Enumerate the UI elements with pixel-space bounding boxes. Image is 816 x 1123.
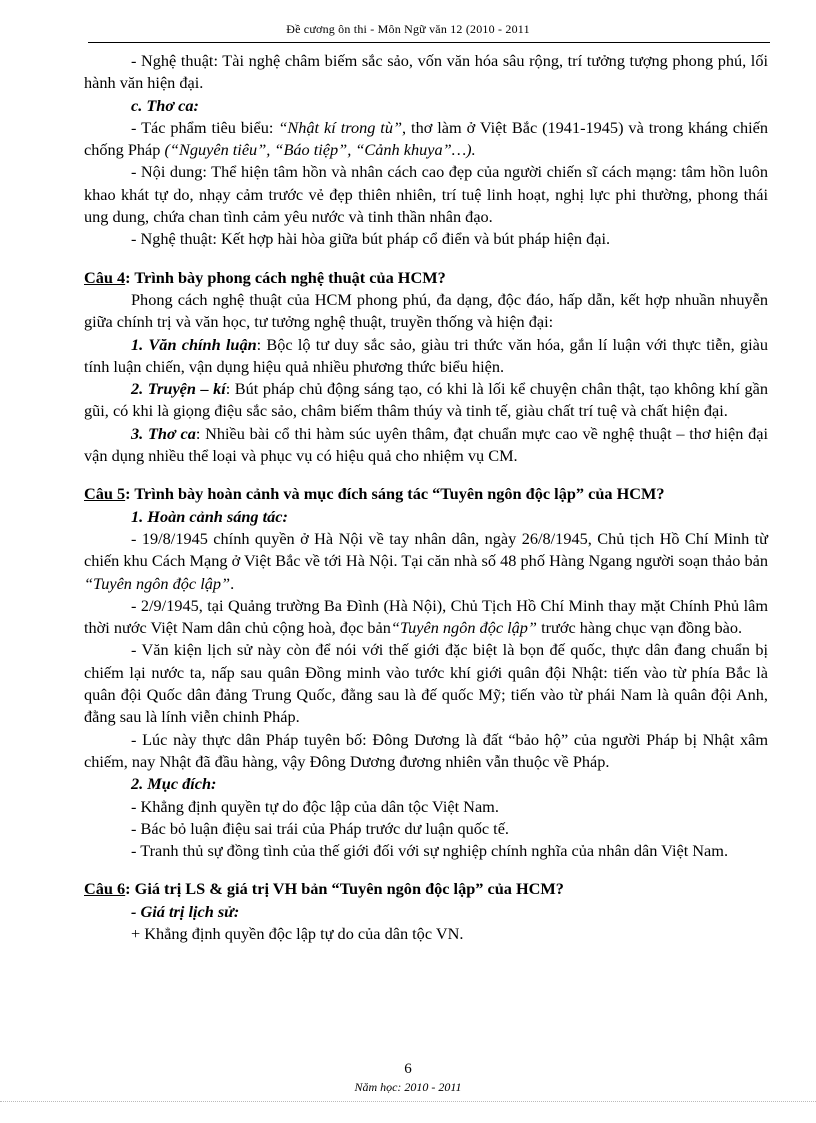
header-divider [88,42,770,43]
muc-dich-item: - Tranh thủ sự đồng tình của thế giới đối với sự nghiệp chính nghĩa của nhân dân Việt Nam. [131,841,729,861]
question-6-text: : Giá trị LS & giá trị VH bản “Tuyên ngôn độc lập” của HCM? [125,879,564,899]
paragraph-nghe-thuat: - Nghệ thuật: Tài nghệ châm biếm sắc sảo, vốn văn hóa sâu rộng, trí tưởng tượng phong phú, lối hành văn hiện đại. [84,51,768,93]
question-4-label: Câu 4 [84,267,126,287]
question-4-item [84,378,768,423]
question-4-item [84,423,768,468]
question-5-text: : Trình bày hoàn cảnh và mục đích sáng tác “Tuyên ngôn độc lập” của HCM? [125,484,665,504]
item-text: : Bút pháp chủ động sáng tạo, có khi là lối kể chuyện chân thật, tạo không khí gần gũi, có khi là giọng điệu sắc sảo, châm biếm thâm thúy và tinh tế, giàu chất trí tuệ và chất hiện đại. [84,379,768,421]
question-5-heading [84,483,768,505]
section-gap [84,467,768,483]
tac-pham-works: (“Nguyên tiêu”, “Báo tiệp”, “Cảnh khuya”…). [164,140,476,160]
hoan-canh-paragraph-4: - Lúc này thực dân Pháp tuyên bố: Đông Dương là đất “bảo hộ” của người Pháp bị Nhật xâm chiếm, nay Nhật đã đầu hàng, vậy Đông Dương đương nhiên vẫn thuộc về Pháp. [84,729,768,771]
paragraph-tac-pham [84,117,768,162]
paragraph-nghe-thuat-tho: - Nghệ thuật: Kết hợp hài hòa giữa bút pháp cổ điển và bút pháp hiện đại. [131,229,611,249]
question-4-item [84,334,768,379]
hoan-canh-paragraph-3: - Văn kiện lịch sử này còn để nói với thế giới đặc biệt là bọn đế quốc, thực dân đang chuẩn bị chiếm lại nước ta, nấp sau quân Đồng minh vào tước khí giới quân đội Nhật: tiến vào từ phía Bắc là quân đội Quốc dân đảng Trung Quốc, đằng sau là đế quốc Mỹ; tiến vào từ phái Nam là quân đội Anh, đằng sau là lính viễn chinh Pháp. [84,640,768,727]
section-gap [84,862,768,878]
hoan-canh-heading: 1. Hoàn cảnh sáng tác: [131,506,288,526]
page-header: Đề cương ôn thi - Môn Ngữ văn 12 (2010 - 2011 [286,22,530,36]
item-title: 1. Văn chính luận [131,334,257,354]
p1-title: “Tuyên ngôn độc lập” [84,573,231,593]
tac-pham-title: “Nhật kí trong tù” [278,117,403,137]
page-content [84,50,768,945]
p2-text: - 2/9/1945, tại Quảng trường Ba Đình (Hà Nội), Chủ Tịch Hồ Chí Minh thay mặt Chính Phủ lâm thời nước Việt Nam dân chủ cộng hoà, đọc bản [84,595,768,638]
question-6-label: Câu 6 [84,879,126,899]
item-text: : Nhiều bài cổ thi hàm súc uyên thâm, đạt chuẩn mực cao về nghệ thuật – thơ hiện đại vận dụng nhiều thể loại và phục vụ có hiệu quả cho nhiệm vụ CM. [84,423,768,466]
item-text: : Bộc lộ tư duy sắc sảo, giàu tri thức văn hóa, gắn lí luận với thực tiễn, giàu tính luận chiến, vận dụng hiệu quả nhiều phương thức biểu hiện. [84,334,768,376]
p1-text: - 19/8/1945 chính quyền ở Hà Nội về tay nhân dân, ngày 26/8/1945, Chủ tịch Hồ Chí Minh từ chiến khu Cách Mạng ở Việt Bắc về tới Hà Nội. Tại căn nhà số 48 phố Hàng Ngang người soạn thảo bản [84,528,768,571]
muc-dich-item: - Bác bỏ luận điệu sai trái của Pháp trước dư luận quốc tế. [131,818,509,838]
muc-dich-item: - Khẳng định quyền tự do độc lập của dân tộc Việt Nam. [131,796,499,816]
hoan-canh-paragraph-1 [84,528,768,595]
question-4-heading [84,267,768,289]
paragraph-noi-dung: - Nội dung: Thể hiện tâm hồn và nhân cách cao đẹp của người chiến sĩ cách mạng: tâm hồn luôn khao khát tự do, nhạy cảm trước vẻ đẹp thiên nhiên, trí tuệ linh hoạt, nghị lực phi thường, phong thái ung dung, chứa chan tình cảm yêu nước và tinh thần nhân đạo. [84,162,768,227]
p2-end: trước hàng chục vạn đồng bào. [537,618,743,638]
question-5-label: Câu 5 [84,484,126,504]
question-6-heading [84,878,768,900]
question-4-text: : Trình bày phong cách nghệ thuật của HCM? [125,267,446,287]
tac-pham-prefix: - Tác phẩm tiêu biểu: [131,117,279,137]
item-title: 3. Thơ ca [131,423,196,443]
tho-ca-heading: c. Thơ ca: [131,95,199,115]
question-4-intro: Phong cách nghệ thuật của HCM phong phú, đa dạng, độc đáo, hấp dẫn, kết hợp nhuần nhuyễn giữa chính trị và văn học, tư tưởng nghệ thuật, truyền thống và hiện đại: [84,289,768,332]
section-gap [84,251,768,267]
item-title: 2. Truyện – kí [131,379,226,399]
footer-divider [0,1101,816,1102]
gia-tri-ls-heading: - Giá trị lịch sử: [131,901,240,921]
tac-pham-mid: , thơ làm ở Việt Bắc (1941-1945) và trong kháng chiến chống Pháp [84,117,769,160]
hoan-canh-paragraph-2 [84,595,768,640]
p1-end: . [230,573,235,593]
page-number: 6 [404,1061,412,1077]
footer-school-year: Năm học: 2010 - 2011 [354,1080,462,1094]
muc-dich-heading: 2. Mục đích: [131,774,217,794]
p2-title: “Tuyên ngôn độc lập” [390,618,537,638]
gia-tri-ls-item: + Khẳng định quyền độc lập tự do của dân tộc VN. [131,923,464,943]
